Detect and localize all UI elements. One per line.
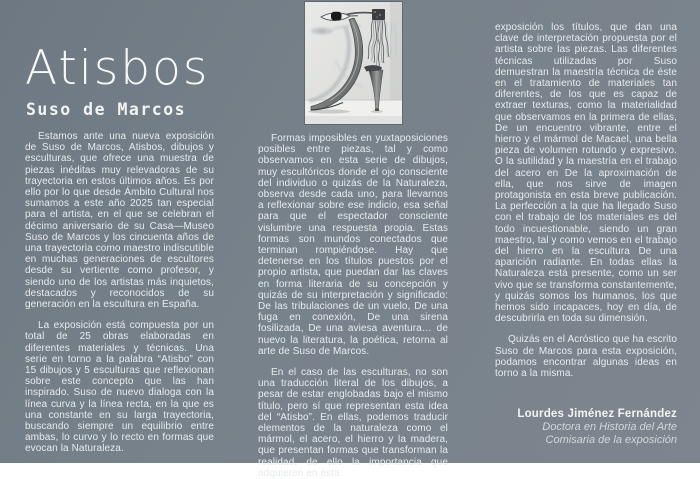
sculpture-illustration	[305, 2, 402, 124]
left-column	[25, 42, 214, 455]
signature-name: Lourdes Jiménez Fernández	[517, 408, 677, 420]
page-subtitle: Suso de Marcos	[26, 100, 187, 119]
signature-block	[427, 407, 677, 447]
signature-role-1: Doctora en Historia del Arte	[542, 421, 677, 433]
sculpture-photo	[305, 2, 402, 124]
right-column	[495, 22, 677, 379]
signature-role-2: Comisaria de la exposición	[545, 434, 677, 446]
body-paragraph: Estamos ante una nueva exposición de Suso de Marcos, Atisbos, dibujos y esculturas, que ofrece una muestra de piezas inéditas muy relevadoras de su trayectoria en estos últimos años. Es por ello por lo que desde Ámbito Cultural nos sumamos a este año 2025 tan especial para el artista, en el que se celebran el décimo aniversario de su Casa—Museo Suso de Marcos y los cincuenta años de una trayectoria como maestro indiscutible en muchas generaciones de escultores desde su vertiente como profesor, y siendo uno de los artistas más inquietos, destacados y reconocidos de su generación en la escultura en España.	[25, 131, 214, 311]
body-paragraph: La exposición está compuesta por un total de 25 obras elaboradas en diferentes materiales y técnicas. Una serie en torno a la palabra “Atisbo” con 15 dibujos y 5 esculturas que reflexionan sobre este concepto que las han inspirado. Suso de nuevo dialoga con la línea curva y la línea recta, en la que es una constante en su larga trayectoria, buscando siempre un equilibrio entre ambas, lo curvo y lo recto en formas que evocan la Naturaleza.	[25, 320, 214, 455]
body-paragraph: exposición los títulos, que dan una clave de interpretación propuesta por el artista sobre las piezas. Las diferentes técnicas utilizadas por Suso demuestran la maestría técnica de éste en el tratamiento de materiales tan diferentes, de los que es capaz de extraer texturas, como la materialidad que observamos en la primera de ellas, De un encuentro vibrante, entre el hierro y el mármol de Macael, una bella pieza de volumen rotundo y expresivo. O la sutilidad y la maestría en el trabajo del acero en De la aproximación de ella, que nos sirve de imagen protagonista en esta breve publicación. La perfección a la que ha llegado Suso con el trabajo de los materiales es del todo incuestionable, siendo un gran maestro, tal y como vemos en el trabajo del hierro en la escultura De una aparición radiante. En todas ellas la Naturaleza está presente, como un ser vivo que se transforma constantemente, y quizás somos los humanos, los que hemos sido incapaces, hoy en día, de descubrirla en toda su dimensión.	[495, 22, 677, 325]
body-paragraph: Quizás en el Acróstico que ha escrito Suso de Marcos para esta exposición, podamos encontrar algunas ideas en torno a la misma.	[495, 334, 677, 380]
body-paragraph: En el caso de las esculturas, no son una traducción literal de los dibujos, a pesar de estar englobadas bajo el mismo título, pero sí que representan esta idea del “Atisbo”. En ellas, podemos traducir elementos de la naturaleza como el mármol, el acero, el hierro y la madera, que presentan formas que transforman la realidad, de ello la importancia que adquieren en esta	[258, 367, 448, 479]
page-title: Atisbos	[25, 41, 210, 96]
middle-column	[258, 0, 448, 479]
body-paragraph: Formas imposibles en yuxtaposiciones posibles entre piezas, tal y como observamos en esta serie de dibujos, muy escultóricos donde el ojo consciente del individuo o quizás de la Naturaleza, observa desde cada uno, para llevarnos a reflexionar sobre ese indicio, esa señal para que el espectador consciente vislumbre una respuesta propia. Estas formas son mundos conectados que terminan rompiéndose. Hay que detenerse en los títulos puestos por el propio artista, que puedan dar las claves en forma literaria de su concepción y quizás de su interpretación y significado: De las tribulaciones de un vuelo, De una fuga en conexión, De una sirena fosilizada, De una aviesa aventura… de nuevo la literatura, la poética, retorna al arte de Suso de Marcos.	[258, 133, 448, 357]
